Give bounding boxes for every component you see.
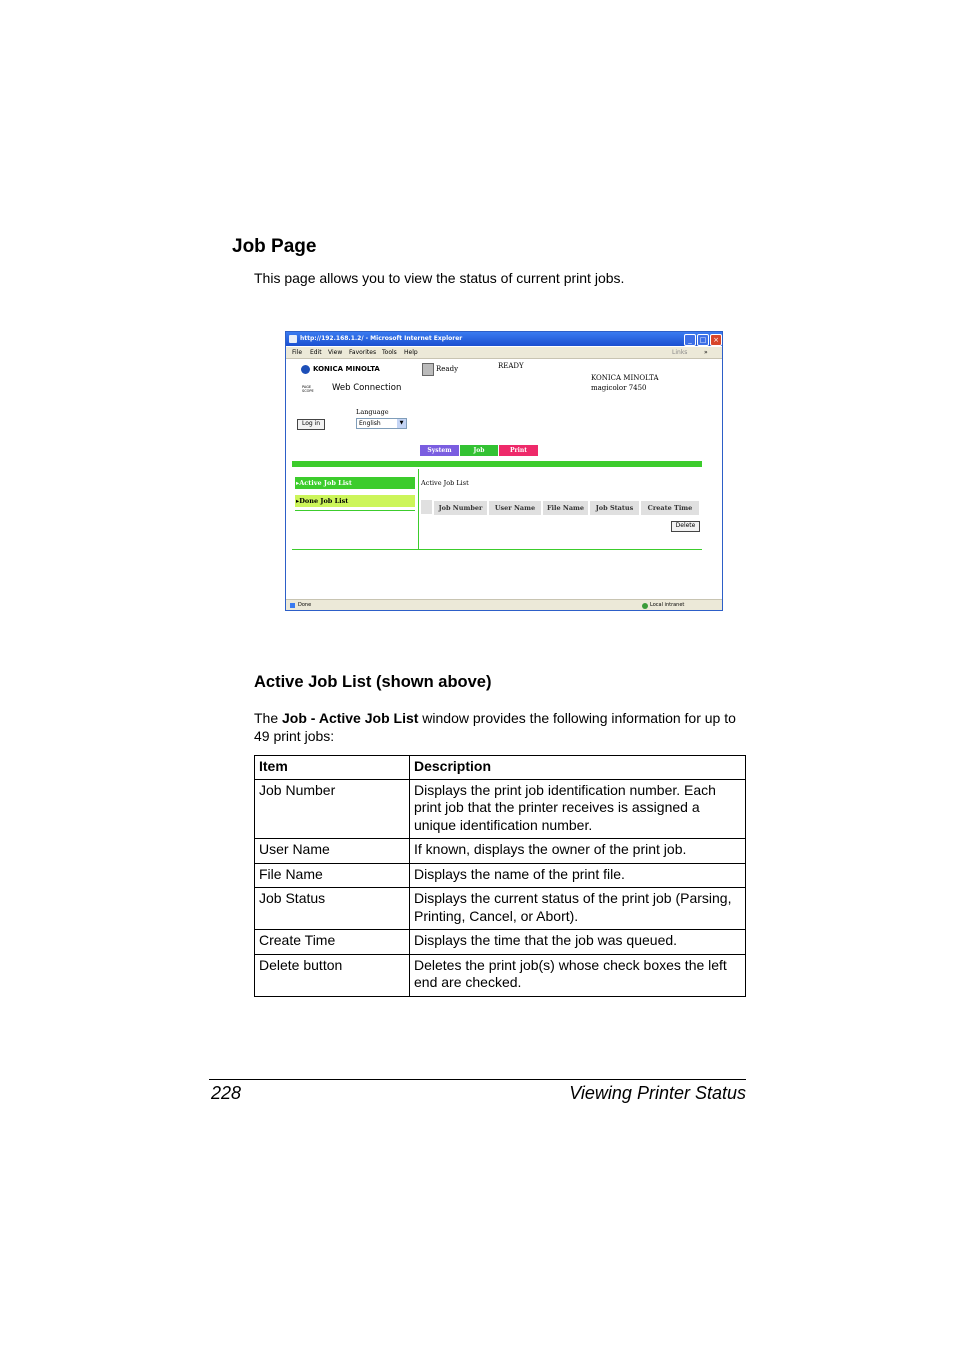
panel-vertical-divider (418, 469, 419, 549)
col-file-name[interactable]: File Name (542, 500, 589, 516)
para-bold: Job - Active Job List (282, 710, 419, 726)
chevron-right-icon[interactable]: » (704, 349, 708, 356)
row-description: If known, displays the owner of the print job. (410, 839, 746, 864)
nav-active-label: Active Job List (299, 479, 352, 487)
footer-rule (209, 1079, 746, 1080)
menu-favorites[interactable]: Favorites (349, 349, 377, 356)
table-row (255, 888, 746, 930)
para-prefix: The (254, 710, 283, 726)
nav-done-label: Done Job List (299, 497, 349, 505)
menu-edit[interactable]: Edit (310, 349, 322, 356)
links-label[interactable]: Links (672, 349, 688, 356)
col-job-number[interactable]: Job Number (433, 500, 488, 516)
tab-print[interactable]: Print (499, 445, 538, 456)
table-row (255, 954, 746, 996)
delete-button[interactable]: Delete (671, 521, 700, 532)
menu-help[interactable]: Help (404, 349, 418, 356)
col-user-name[interactable]: User Name (488, 500, 542, 516)
row-description: Displays the time that the job was queued. (410, 930, 746, 955)
row-item: User Name (255, 839, 410, 864)
table-row (255, 839, 746, 864)
row-item: Job Status (255, 888, 410, 930)
minimize-icon[interactable]: _ (684, 334, 696, 346)
language-value: English (359, 420, 381, 427)
table-row (255, 779, 746, 839)
section-subheading: Active Job List (shown above) (254, 673, 492, 691)
web-connection-label: Web Connection (332, 383, 402, 393)
window-titlebar (286, 332, 722, 346)
menu-file[interactable]: File (292, 349, 303, 356)
panel-title: Active Job List (421, 479, 469, 487)
close-icon[interactable]: × (710, 334, 722, 346)
menu-bar (286, 347, 722, 359)
para-suffix: window provides the following information for up to 49 print jobs: (254, 710, 736, 744)
zone-label: Local intranet (650, 602, 685, 608)
row-description: Displays the current status of the print job (Parsing, Printing, Cancel, or Abort). (410, 888, 746, 930)
page-heading: Job Page (232, 236, 317, 257)
section-title: Viewing Printer Status (569, 1083, 746, 1103)
window-title: http://192.168.1.2/ - Microsoft Internet Explorer (300, 335, 463, 342)
page-client-area (289, 359, 719, 599)
header-description: Description (410, 756, 746, 780)
table-header-row (255, 756, 746, 780)
printer-model: magicolor 7450 (591, 384, 647, 392)
header-divider (292, 461, 702, 467)
row-item: Create Time (255, 930, 410, 955)
logo-text: KONICA MINOLTA (313, 365, 380, 373)
row-description: Displays the print job identification number. Each print job that the printer receives is assigned a unique identification number. (410, 779, 746, 839)
col-job-status[interactable]: Job Status (589, 500, 640, 516)
triangle-right-icon: ▸ (296, 497, 300, 505)
status-done: Done (298, 602, 312, 608)
nav-done-job-list[interactable] (295, 495, 415, 507)
row-item: File Name (255, 863, 410, 888)
page-icon (290, 603, 295, 608)
chevron-down-icon[interactable]: ▼ (397, 419, 406, 428)
intro-text: This page allows you to view the status of current print jobs. (254, 270, 625, 286)
browser-screenshot (285, 331, 723, 611)
nav-active-job-list[interactable] (295, 477, 415, 489)
status-text: READY (498, 362, 524, 370)
header-item: Item (255, 756, 410, 780)
pagescope-label: PAGE SCOPE (302, 385, 314, 393)
footer-divider (292, 549, 702, 550)
row-item: Delete button (255, 954, 410, 996)
printer-brand: KONICA MINOLTA (591, 374, 659, 382)
globe-icon (642, 603, 648, 609)
ie-icon (289, 335, 297, 343)
status-icon-label: Ready (436, 365, 459, 373)
table-row (255, 930, 746, 955)
maximize-icon[interactable]: □ (697, 334, 709, 346)
language-select[interactable] (356, 418, 407, 429)
login-button[interactable]: Log in (297, 419, 325, 430)
triangle-right-icon: ▸ (296, 479, 300, 487)
row-description: Displays the name of the print file. (410, 863, 746, 888)
table-row (255, 863, 746, 888)
info-table (254, 755, 746, 997)
row-item: Job Number (255, 779, 410, 839)
konica-logo-icon (301, 365, 310, 374)
nav-divider (295, 510, 415, 511)
tab-system[interactable]: System (420, 445, 459, 456)
row-description: Deletes the print job(s) whose check boxes the left end are checked. (410, 954, 746, 996)
browser-statusbar (286, 599, 722, 611)
description-paragraph (254, 709, 744, 745)
menu-tools[interactable]: Tools (382, 349, 397, 356)
checkbox-column-header (421, 500, 432, 514)
printer-status-icon (422, 363, 434, 376)
language-label: Language (356, 408, 389, 416)
col-create-time[interactable]: Create Time (640, 500, 700, 516)
menu-view[interactable]: View (328, 349, 343, 356)
page-number: 228 (211, 1083, 242, 1103)
tab-job[interactable]: Job (460, 445, 498, 456)
